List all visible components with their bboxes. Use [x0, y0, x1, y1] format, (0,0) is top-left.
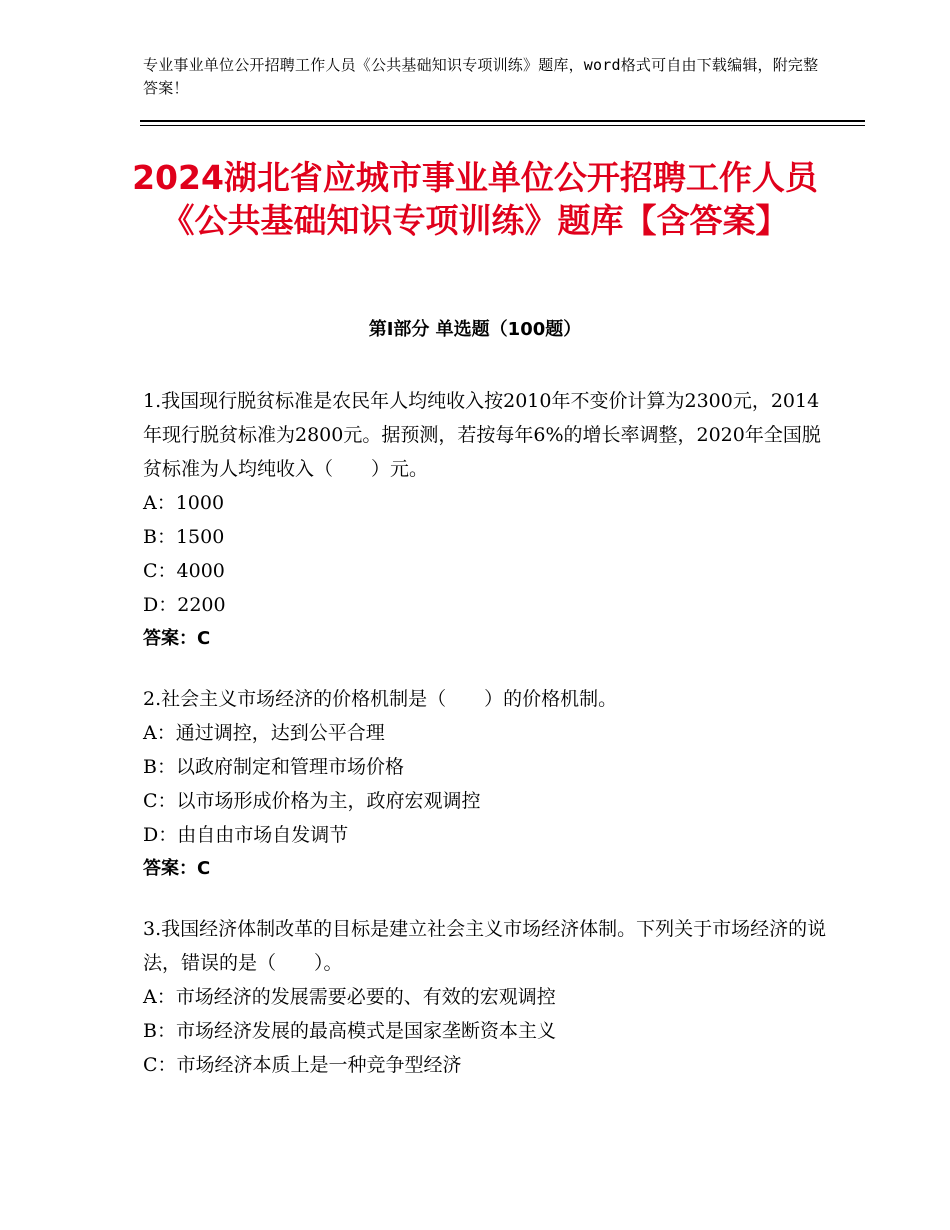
option-a: A：通过调控，达到公平合理	[143, 722, 385, 744]
header-rule-thin	[140, 125, 865, 126]
question-1	[143, 384, 833, 656]
question-stem: 1.我国现行脱贫标准是农民年人均纯收入按2010年不变价计算为2300元，2014年现行脱贫标准为2800元。据预测，若按每年6%的增长率调整，2020年全国脱贫标准为人均纯收入（ ）元。	[143, 390, 821, 480]
question-stem: 2.社会主义市场经济的价格机制是（ ）的价格机制。	[143, 688, 618, 710]
option-b: B：1500	[143, 526, 225, 548]
question-list	[143, 384, 833, 1082]
option-c: C：以市场形成价格为主，政府宏观调控	[143, 790, 481, 812]
document-title: 2024湖北省应城市事业单位公开招聘工作人员《公共基础知识专项训练》题库【含答案】	[132, 158, 818, 240]
option-c: C：4000	[143, 560, 225, 582]
option-c: C：市场经济本质上是一种竞争型经济	[143, 1054, 462, 1076]
header-rule-thick	[140, 120, 865, 122]
option-d: D：2200	[143, 594, 226, 616]
answer: 答案：C	[143, 858, 211, 879]
section-title: 第Ⅰ部分 单选题（100题）	[368, 319, 582, 340]
question-3	[143, 912, 833, 1082]
option-a: A：市场经济的发展需要必要的、有效的宏观调控	[143, 986, 556, 1008]
option-a: A：1000	[143, 492, 225, 514]
header-note: 专业事业单位公开招聘工作人员《公共基础知识专项训练》题库，word格式可自由下载编辑，附完整答案！	[143, 56, 819, 97]
question-stem: 3.我国经济体制改革的目标是建立社会主义市场经济体制。下列关于市场经济的说法，错误的是（ ）。	[143, 918, 827, 974]
option-b: B：以政府制定和管理市场价格	[143, 756, 404, 778]
question-2	[143, 682, 833, 886]
answer: 答案：C	[143, 628, 211, 649]
option-b: B：市场经济发展的最高模式是国家垄断资本主义	[143, 1020, 556, 1042]
option-d: D：由自由市场自发调节	[143, 824, 349, 846]
